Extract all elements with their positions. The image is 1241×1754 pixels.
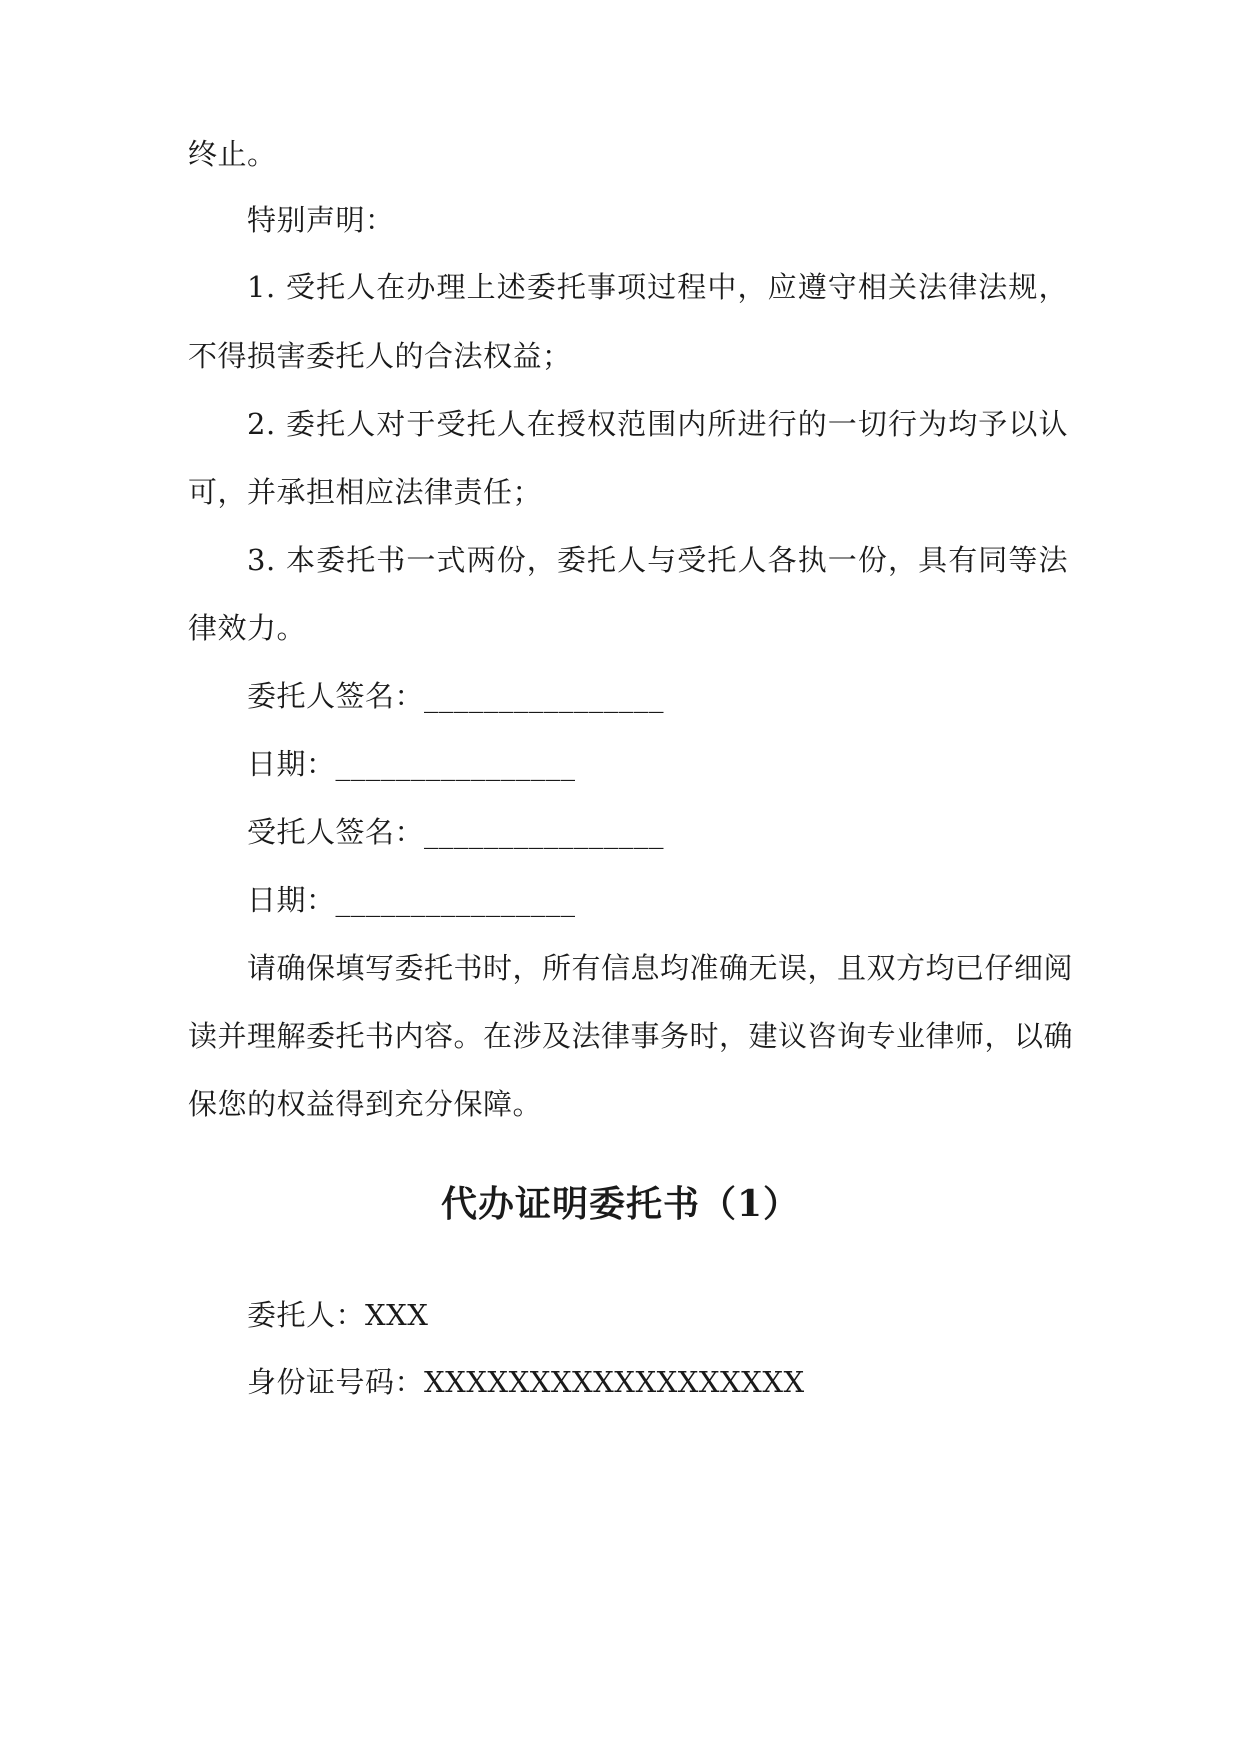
statement-item-3-line2: 律效力。	[188, 611, 307, 645]
agent-date-field: 日期：________________	[247, 883, 576, 917]
note-line-2: 读并理解委托书内容。在涉及法律事务时，建议咨询专业律师，以确	[188, 1019, 1074, 1053]
principal-signature-field: 委托人签名：________________	[247, 679, 665, 713]
document-title: 代办证明委托书（1）	[440, 1183, 801, 1225]
statement-item-1-line2: 不得损害委托人的合法权益；	[188, 339, 572, 373]
id-number-field: 身份证号码：XXXXXXXXXXXXXXXXXX	[247, 1365, 805, 1399]
special-statement-heading: 特别声明：	[247, 203, 395, 237]
principal-name-field: 委托人：XXX	[247, 1298, 429, 1332]
continuation-text: 终止。	[188, 137, 277, 171]
statement-item-2-line2: 可，并承担相应法律责任；	[188, 475, 543, 509]
agent-signature-field: 受托人签名：________________	[247, 815, 665, 849]
note-line-3: 保您的权益得到充分保障。	[188, 1087, 543, 1121]
statement-item-3-line1: 3. 本委托书一式两份，委托人与受托人各执一份，具有同等法	[247, 543, 1068, 577]
statement-item-2-line1: 2. 委托人对于受托人在授权范围内所进行的一切行为均予以认	[247, 407, 1068, 441]
principal-date-field: 日期：________________	[247, 747, 576, 781]
note-line-1: 请确保填写委托书时，所有信息均准确无误，且双方均已仔细阅	[247, 951, 1074, 985]
statement-item-1-line1: 1. 受托人在办理上述委托事项过程中，应遵守相关法律法规，	[247, 270, 1068, 304]
